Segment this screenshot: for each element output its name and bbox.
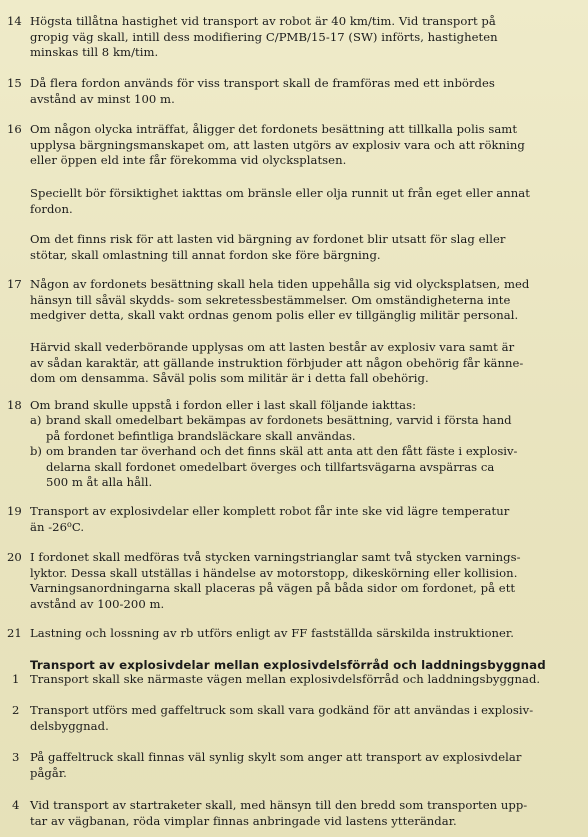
subitem-marker: a) xyxy=(30,413,42,427)
text-line: Högsta tillåtna hastighet vid transport av robot är 40 km/tim. Vid transport på xyxy=(30,14,496,28)
item-number: 1 xyxy=(12,672,20,686)
text-line: tar av vägbanan, röda vimplar finnas anbringade vid lastens ytterändar. xyxy=(30,813,457,828)
text-line: Transport skall ske närmaste vägen mellan explosivdelsförråd och laddningsbyggnad. xyxy=(30,672,541,686)
item-number: 14 xyxy=(7,14,22,28)
item-number: 4 xyxy=(12,798,20,812)
text-line: eller öppen eld inte får förekomma vid olycksplatsen. xyxy=(30,153,347,168)
text-line: av sådan karaktär, att gällande instruktion förbjuder att någon obehörig får känne- xyxy=(30,355,524,370)
text-line: Lastning och lossning av rb utförs enligt av FF fastställda särskilda instruktioner. xyxy=(30,626,514,640)
text-line: 500 m åt alla håll. xyxy=(46,475,153,489)
text-line: stötar, skall omlastning till annat fordon ske före bärgning. xyxy=(30,247,381,262)
paragraph-17-cont xyxy=(30,340,578,387)
paragraph-19 xyxy=(30,504,578,535)
text-line: hänsyn till såväl skydds- som sekretessbestämmelser. Om omständigheterna inte xyxy=(30,292,511,307)
text-fragment: än -26 xyxy=(30,519,68,534)
text-line: Härvid skall vederbörande upplysas om att lasten består av explosiv vara samt är xyxy=(30,340,515,354)
text-line: avstånd av 100-200 m. xyxy=(30,596,165,611)
subitem-18a-line2 xyxy=(30,429,588,445)
paragraph-17 xyxy=(30,277,578,324)
paragraph-15 xyxy=(30,76,578,107)
temperature-line xyxy=(30,520,578,536)
paragraph-16-cont-2 xyxy=(30,232,578,263)
item-number: 2 xyxy=(12,703,20,717)
text-line: Vid transport av startraketer skall, med hänsyn till den bredd som transporten upp- xyxy=(30,798,528,812)
text-line: brand skall omedelbart bekämpas av fordonets besättning, varvid i första hand xyxy=(46,413,512,427)
text-line: Om någon olycka inträffat, åligger det fordonets besättning att tillkalla polis samt xyxy=(30,122,518,136)
text-fragment: C. xyxy=(71,519,85,534)
item-number: 20 xyxy=(7,550,22,564)
degree-sign: o xyxy=(67,519,72,529)
subitem-18b-line3 xyxy=(30,475,588,491)
item-number: 3 xyxy=(12,750,20,764)
text-line: delarna skall fordonet omedelbart överges och tillfartsvägarna avspärras ca xyxy=(46,460,495,474)
paragraph-3 xyxy=(30,750,578,781)
paragraph-4 xyxy=(30,798,578,829)
paragraph-1 xyxy=(30,672,578,688)
text-line: Speciellt bör försiktighet iakttas om bränsle eller olja runnit ut från eget eller annat xyxy=(30,186,530,200)
item-number: 19 xyxy=(7,504,22,518)
paragraph-16-cont-1 xyxy=(30,186,578,217)
text-line: pågår. xyxy=(30,765,67,780)
text-line: delsbyggnad. xyxy=(30,718,109,733)
item-number: 18 xyxy=(7,398,22,412)
item-number: 21 xyxy=(7,626,22,640)
text-line: upplysa bärgningsmanskapet om, att lasten utgörs av explosiv vara och att rökning xyxy=(30,137,525,152)
text-line: medgiver detta, skall vakt ordnas genom polis eller ev tillgänglig militär personal. xyxy=(30,308,519,323)
paragraph-14 xyxy=(30,14,578,61)
text-line: dom om densamma. Såväl polis som militär är i detta fall obehörig. xyxy=(30,371,429,386)
text-line: Om brand skulle uppstå i fordon eller i last skall följande iakttas: xyxy=(30,398,417,412)
text-line: lyktor. Dessa skall utställas i händelse av motorstopp, dikeskörning eller kollision. xyxy=(30,565,518,580)
text-line: Transport utförs med gaffeltruck som skall vara godkänd för att användas i explosiv- xyxy=(30,703,534,717)
paragraph-18 xyxy=(30,398,578,414)
item-number: 17 xyxy=(7,277,22,291)
paragraph-2 xyxy=(30,703,578,734)
text-line: gropig väg skall, intill dess modifiering C/PMB/15-17 (SW) införts, hastigheten xyxy=(30,29,498,44)
text-line: fordon. xyxy=(30,201,73,216)
subitem-18a xyxy=(30,413,578,429)
text-line: Då flera fordon används för viss transport skall de framföras med ett inbördes xyxy=(30,76,495,90)
text-line: På gaffeltruck skall finnas väl synlig skylt som anger att transport av explosivdelar xyxy=(30,750,522,764)
paragraph-21 xyxy=(30,626,578,642)
text-line: om branden tar överhand och det finns skäl att anta att den fått fäste i explosiv- xyxy=(46,444,518,458)
item-number: 15 xyxy=(7,76,22,90)
text-line: Någon av fordonets besättning skall hela tiden uppehålla sig vid olycksplatsen, med xyxy=(30,277,530,291)
paragraph-16 xyxy=(30,122,578,169)
item-number: 16 xyxy=(7,122,22,136)
text-line: I fordonet skall medföras två stycken varningstrianglar samt två stycken varnings- xyxy=(30,550,521,564)
text-line: minskas till 8 km/tim. xyxy=(30,45,159,60)
subitem-18b xyxy=(30,444,578,460)
text-line: Transport av explosivdelar eller komplett robot får inte ske vid lägre temperatur xyxy=(30,504,510,518)
paragraph-20 xyxy=(30,550,578,612)
subitem-18b-line2 xyxy=(30,460,588,476)
text-line: Varningsanordningarna skall placeras på vägen på båda sidor om fordonet, på ett xyxy=(30,581,516,596)
section-heading: Transport av explosivdelar mellan explosivdelsförråd och laddningsbyggnad xyxy=(30,658,546,672)
text-line: avstånd av minst 100 m. xyxy=(30,91,175,106)
text-line: på fordonet befintliga brandsläckare skall användas. xyxy=(46,429,356,443)
text-line: Om det finns risk för att lasten vid bärgning av fordonet blir utsatt för slag eller xyxy=(30,232,506,246)
subitem-marker: b) xyxy=(30,444,42,458)
